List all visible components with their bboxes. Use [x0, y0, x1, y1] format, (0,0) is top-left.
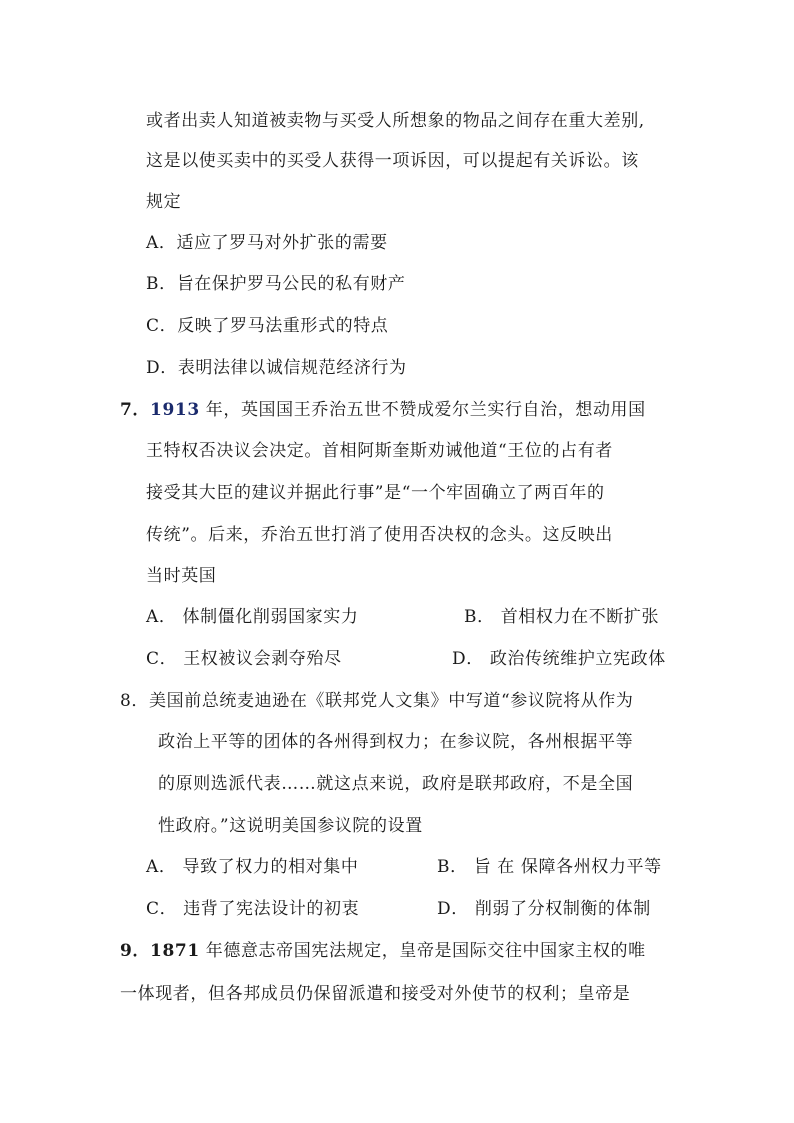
q8-text-line-3: 的原则选派代表……就这点来说，政府是联邦政府，不是全国 — [158, 774, 634, 794]
q8-text-line-2: 政治上平等的团体的各州得到权力；在参议院，各州根据平等 — [158, 732, 634, 752]
q7-number: 7． — [120, 400, 151, 420]
q6-option-d: D．表明法律以诚信规范经济行为 — [146, 358, 407, 378]
q9-line1-rest: 年德意志帝国宪法规定，皇帝是国际交往中国家主权的唯 — [199, 941, 646, 961]
q7-year: 1913 — [150, 400, 200, 420]
q6-text-line-2: 这是以使买卖中的买受人获得一项诉因，可以提起有关诉讼。该 — [146, 151, 639, 171]
q6-option-c: C．反映了罗马法重形式的特点 — [146, 316, 389, 336]
q8-text-line-4: 性政府。”这说明美国参议院的设置 — [158, 816, 423, 836]
q7-option-c: C． 王权被议会剥夺殆尽 — [146, 649, 342, 669]
q9-year: 1871 — [150, 941, 200, 961]
q6-option-a: A．适应了罗马对外扩张的需要 — [146, 233, 388, 253]
q8-text-line-1: 8．美国前总统麦迪逊在《联邦党人文集》中写道“参议院将从作为 — [120, 691, 634, 711]
q8-option-b: B． 旨 在 保障各州权力平等 — [437, 857, 662, 877]
q9-number: 9． — [120, 941, 151, 961]
q7-text-line-5: 当时英国 — [146, 566, 217, 586]
q6-text-line-3: 规定 — [146, 192, 182, 212]
q6-option-b: B．旨在保护罗马公民的私有财产 — [146, 274, 406, 294]
q9-text-line-2: 一体现者，但各邦成员仍保留派遣和接受对外使节的权利；皇帝是 — [120, 984, 631, 1004]
q7-option-a: A． 体制僵化削弱国家实力 — [146, 607, 359, 627]
q8-option-d: D． 削弱了分权制衡的体制 — [437, 899, 651, 919]
q7-line1-rest: 年，英国国王乔治五世不赞成爱尔兰实行自治，想动用国 — [199, 400, 646, 420]
q6-text-line-1: 或者出卖人知道被卖物与买受人所想象的物品之间存在重大差别, — [146, 111, 645, 131]
q8-option-a: A． 导致了权力的相对集中 — [146, 857, 359, 877]
q7-text-line-3: 接受其大臣的建议并据此行事”是“一个牢固确立了两百年的 — [146, 483, 605, 503]
q7-text-line-2: 王特权否决议会决定。首相阿斯奎斯劝诫他道“王位的占有者 — [146, 441, 613, 461]
q9-text-line-1 — [120, 940, 646, 962]
q7-option-d: D． 政治传统维护立宪政体 — [452, 649, 666, 669]
q7-text-line-4: 传统”。后来，乔治五世打消了使用否决权的念头。这反映出 — [146, 525, 613, 545]
q7-option-b: B． 首相权力在不断扩张 — [464, 607, 660, 627]
q7-text-line-1 — [120, 399, 646, 421]
q8-option-c: C． 违背了宪法设计的初衷 — [146, 899, 360, 919]
